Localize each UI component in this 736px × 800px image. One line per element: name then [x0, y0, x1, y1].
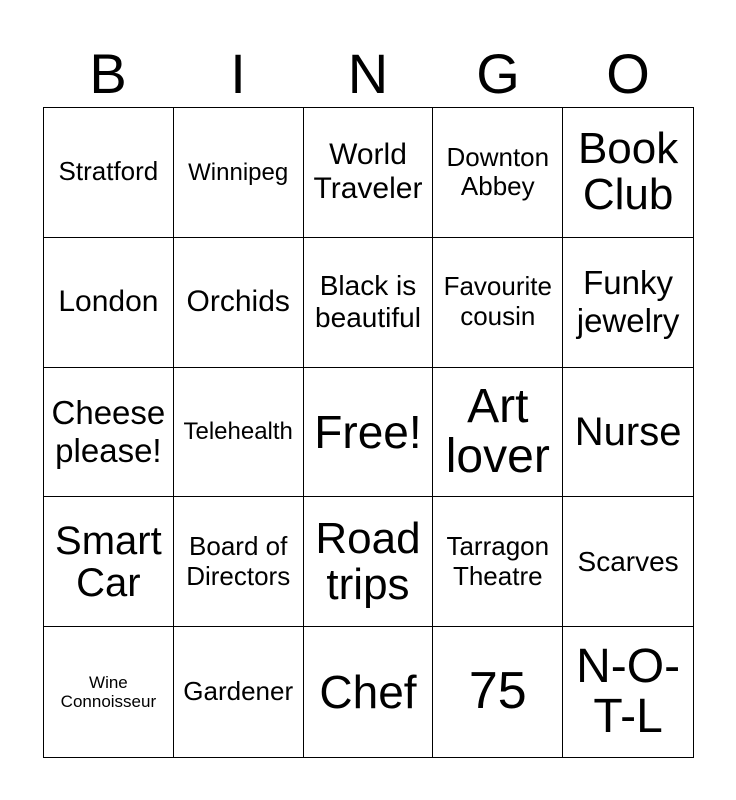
- cell-label: London: [58, 284, 159, 318]
- cell-label: Downton Abbey: [446, 141, 550, 202]
- cell-label: Orchids: [186, 284, 290, 318]
- bingo-cell-r2-c4[interactable]: [433, 238, 563, 368]
- header-letter-o: O: [606, 42, 650, 105]
- bingo-cell-r2-c2[interactable]: [174, 238, 304, 368]
- cell-label: Winnipeg: [188, 158, 289, 186]
- cell-label: Cheese please!: [51, 394, 166, 469]
- bingo-header: [43, 40, 693, 108]
- cell-label: Chef: [319, 665, 417, 718]
- cell-label: Scarves: [577, 545, 679, 577]
- header-letter-g: G: [476, 42, 520, 105]
- bingo-cell-r3-c1[interactable]: [44, 368, 174, 498]
- bingo-cell-r1-c5[interactable]: [563, 108, 693, 238]
- bingo-cell-r2-c1[interactable]: [44, 238, 174, 368]
- cell-label: Book Club: [577, 124, 679, 220]
- bingo-cell-r5-c2[interactable]: [174, 627, 304, 757]
- bingo-cell-r5-c1[interactable]: [44, 627, 174, 757]
- bingo-cell-r5-c4[interactable]: [433, 627, 563, 757]
- cell-label: Art lover: [445, 379, 550, 483]
- cell-label: Free!: [314, 405, 422, 458]
- cell-label: Board of Directors: [186, 530, 291, 591]
- bingo-cell-r2-c5[interactable]: [563, 238, 693, 368]
- cell-label: Road trips: [315, 513, 421, 609]
- bingo-cell-r4-c1[interactable]: [44, 497, 174, 627]
- cell-label: Nurse: [574, 409, 682, 454]
- bingo-cell-r2-c3[interactable]: [304, 238, 434, 368]
- bingo-cell-r1-c3[interactable]: [304, 108, 434, 238]
- bingo-cell-r4-c4[interactable]: [433, 497, 563, 627]
- cell-label: Tarragon Theatre: [446, 530, 550, 591]
- cell-label: World Traveler: [313, 137, 423, 206]
- bingo-cell-r5-c5[interactable]: [563, 627, 693, 757]
- cell-label: N-O- T-L: [576, 639, 681, 744]
- cell-label: Telehealth: [183, 418, 293, 446]
- cell-label: Gardener: [183, 676, 294, 707]
- cell-label: 75: [468, 662, 527, 721]
- header-letter-n: N: [347, 42, 389, 105]
- bingo-cell-r4-c3[interactable]: [304, 497, 434, 627]
- bingo-cell-r3-c2[interactable]: [174, 368, 304, 498]
- bingo-cell-r3-c4[interactable]: [433, 368, 563, 498]
- bingo-cell-r1-c1[interactable]: [44, 108, 174, 238]
- cell-label: Black is beautiful: [315, 270, 421, 334]
- cell-label: Smart Car: [55, 518, 162, 605]
- cell-label: Wine Connoisseur: [60, 672, 157, 712]
- bingo-cell-r1-c4[interactable]: [433, 108, 563, 238]
- bingo-cell-r1-c2[interactable]: [174, 108, 304, 238]
- cell-label: Stratford: [58, 156, 159, 187]
- bingo-cell-r3-c3[interactable]: [304, 368, 434, 498]
- cell-label: Funky jewelry: [576, 264, 680, 340]
- bingo-cell-r4-c2[interactable]: [174, 497, 304, 627]
- cell-label: Favourite cousin: [443, 271, 552, 332]
- bingo-cell-r4-c5[interactable]: [563, 497, 693, 627]
- bingo-cell-r5-c3[interactable]: [304, 627, 434, 757]
- bingo-board: [43, 107, 694, 758]
- header-letter-b: B: [89, 42, 127, 105]
- header-letter-i: I: [230, 42, 246, 105]
- bingo-cell-r3-c5[interactable]: [563, 368, 693, 498]
